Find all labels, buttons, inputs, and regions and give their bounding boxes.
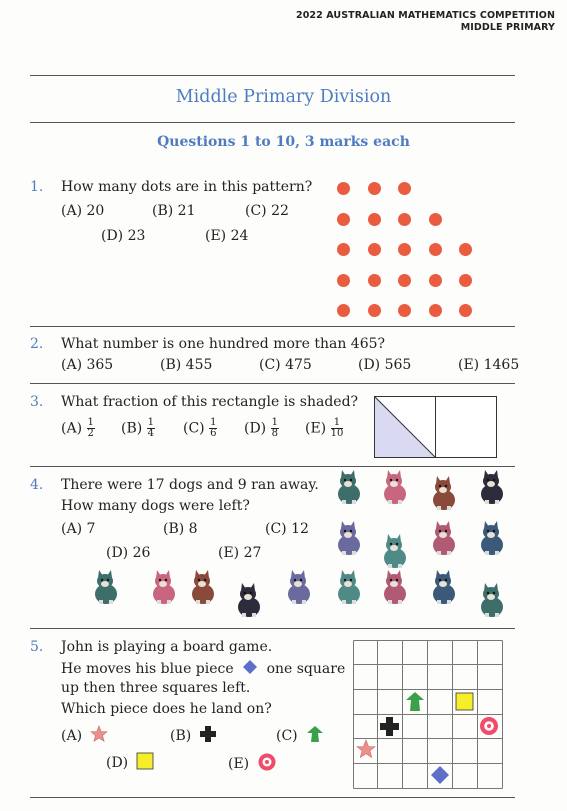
- denominator: 4: [147, 428, 155, 439]
- option-a[interactable]: (A) 365: [61, 357, 114, 373]
- pattern-dot: [398, 243, 411, 256]
- numerator: 1: [331, 418, 344, 429]
- question-text-line-4: Which piece does he land on?: [61, 701, 272, 717]
- pattern-dot: [368, 243, 381, 256]
- pattern-dot: [429, 243, 442, 256]
- dog-illustration: [333, 521, 365, 555]
- pattern-dot: [368, 213, 381, 226]
- pattern-dot: [459, 243, 472, 256]
- option-b[interactable]: [121, 418, 155, 439]
- black-cross-icon: [199, 725, 217, 743]
- fraction: [271, 418, 279, 439]
- pattern-dot: [337, 213, 350, 226]
- question-number: 4.: [30, 477, 44, 493]
- board-pink-ring-piece: [480, 717, 498, 735]
- dog-illustration: [90, 570, 122, 604]
- pink-star-icon: [90, 725, 108, 743]
- divider: [30, 326, 515, 327]
- divider: [30, 797, 515, 798]
- pattern-dot: [429, 274, 442, 287]
- pattern-dot: [398, 182, 411, 195]
- dog-illustration: [476, 583, 508, 617]
- option-e[interactable]: (E) 1465: [458, 357, 520, 373]
- numerator: 1: [147, 417, 155, 428]
- divider: [30, 383, 515, 384]
- dog-illustration: [379, 570, 411, 604]
- option-label: (D): [244, 420, 267, 437]
- header-subtitle: MIDDLE PRIMARY: [460, 22, 555, 33]
- board-pink-star-piece: [357, 740, 375, 758]
- option-label: (E): [228, 756, 250, 772]
- dog-illustration: [333, 570, 365, 604]
- pattern-dot: [337, 182, 350, 195]
- question-number: 5.: [30, 639, 44, 655]
- board-blue-diamond-piece: [431, 766, 449, 784]
- pattern-dot: [368, 274, 381, 287]
- pattern-dot: [337, 304, 350, 317]
- fraction: [87, 418, 95, 439]
- option-label: (E): [305, 420, 327, 437]
- question-text-part: He moves his blue piece: [61, 661, 234, 677]
- option-a[interactable]: (A) 7: [61, 521, 96, 537]
- pattern-dot: [459, 304, 472, 317]
- board-black-cross-piece: [380, 717, 399, 736]
- fraction: [209, 418, 217, 439]
- question-number: 3.: [30, 394, 44, 410]
- option-e[interactable]: (E) 24: [205, 228, 249, 244]
- pattern-dot: [368, 304, 381, 317]
- option-c[interactable]: (C) 22: [245, 203, 289, 219]
- dog-illustration: [283, 570, 315, 604]
- division-title: Middle Primary Division: [175, 87, 392, 107]
- denominator: 6: [210, 428, 217, 439]
- option-d[interactable]: (D) 26: [106, 545, 151, 561]
- dog-illustration: [476, 470, 508, 504]
- pattern-dot: [398, 213, 411, 226]
- competition-header: [296, 10, 555, 34]
- dog-illustration: [428, 570, 460, 604]
- yellow-square-icon: [136, 752, 154, 770]
- divider: [30, 628, 515, 629]
- option-b[interactable]: (B) 455: [160, 357, 213, 373]
- option-label: (B): [170, 728, 192, 744]
- green-arrow-icon: [305, 725, 325, 743]
- option-d[interactable]: [244, 418, 279, 439]
- dog-illustration: [148, 570, 180, 604]
- pattern-dot: [398, 304, 411, 317]
- pattern-dot: [368, 182, 381, 195]
- numerator: 1: [210, 417, 217, 428]
- option-label: (A): [61, 728, 83, 744]
- question-text: What number is one hundred more than 465?: [61, 336, 386, 352]
- dog-illustration: [333, 470, 365, 504]
- option-d[interactable]: (D) 565: [358, 357, 412, 373]
- dog-illustration: [379, 534, 411, 568]
- questions-heading: Questions 1 to 10, 3 marks each: [157, 134, 410, 150]
- denominator: 10: [330, 428, 344, 439]
- option-label: (A): [61, 420, 83, 437]
- pattern-dot: [459, 274, 472, 287]
- option-b[interactable]: (B) 8: [163, 521, 198, 537]
- divider: [30, 466, 515, 467]
- pattern-dot: [398, 274, 411, 287]
- board-green-arrow-piece: [406, 692, 424, 711]
- option-a[interactable]: [61, 725, 108, 744]
- pink-ring-icon: [257, 752, 277, 772]
- denominator: 2: [87, 428, 94, 439]
- blue-diamond-icon: [241, 660, 259, 674]
- divider: [30, 122, 515, 123]
- pattern-dot: [429, 213, 442, 226]
- game-board: [353, 640, 505, 789]
- question-text: How many dots are in this pattern?: [61, 179, 313, 195]
- option-b[interactable]: (B) 21: [152, 203, 196, 219]
- option-e[interactable]: [228, 752, 277, 772]
- board-yellow-square-piece: [456, 693, 473, 710]
- fraction: [147, 418, 155, 439]
- numerator: 1: [271, 417, 278, 428]
- question-text-line-3: up then three squares left.: [61, 680, 251, 696]
- question-text: What fraction of this rectangle is shaded?: [61, 394, 359, 410]
- question-number: 1.: [30, 179, 44, 195]
- question-text-line-1: John is playing a board game.: [61, 639, 273, 655]
- option-label: (D): [106, 755, 129, 771]
- option-c[interactable]: (C) 12: [265, 521, 309, 537]
- dog-illustration: [428, 476, 460, 510]
- option-d[interactable]: [106, 752, 154, 771]
- option-e[interactable]: (E) 27: [218, 545, 262, 561]
- denominator: 8: [271, 428, 278, 439]
- option-c[interactable]: [276, 725, 325, 744]
- question-text-line-2: How many dogs were left?: [61, 498, 250, 514]
- option-label: (C): [276, 728, 298, 744]
- divider: [30, 75, 515, 76]
- option-b[interactable]: [170, 725, 217, 744]
- option-e[interactable]: [305, 418, 343, 439]
- option-a[interactable]: [61, 418, 95, 439]
- pattern-dot: [337, 274, 350, 287]
- question-text-line-1: There were 17 dogs and 9 ran away.: [61, 477, 319, 493]
- option-a[interactable]: (A) 20: [61, 203, 105, 219]
- option-label: (C): [183, 420, 205, 437]
- header-title: 2022 AUSTRALIAN MATHEMATICS COMPETITION: [296, 10, 555, 21]
- question-text-part: one square: [266, 661, 346, 677]
- pattern-dot: [337, 243, 350, 256]
- fraction: [331, 418, 344, 439]
- option-d[interactable]: (D) 23: [101, 228, 146, 244]
- question-text-line-2: [61, 660, 345, 677]
- numerator: 1: [87, 417, 94, 428]
- option-c[interactable]: [183, 418, 217, 439]
- shaded-rectangle: [374, 396, 498, 458]
- dog-illustration: [428, 521, 460, 555]
- option-label: (B): [121, 420, 143, 437]
- question-number: 2.: [30, 336, 44, 352]
- dog-illustration: [187, 570, 219, 604]
- pattern-dot: [429, 304, 442, 317]
- option-c[interactable]: (C) 475: [259, 357, 312, 373]
- dog-illustration: [379, 470, 411, 504]
- dog-illustration: [476, 521, 508, 555]
- dog-illustration: [233, 583, 265, 617]
